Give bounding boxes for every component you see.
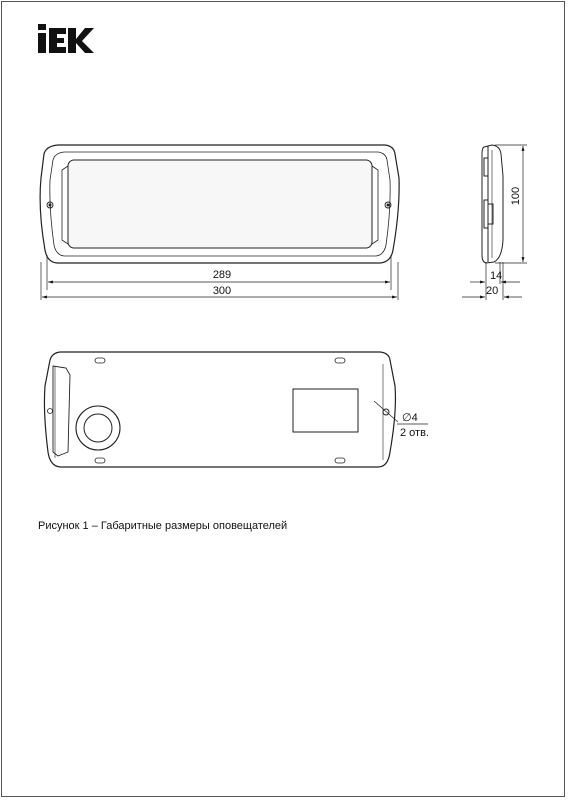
back-view [44, 352, 395, 467]
hole-leader [374, 401, 428, 424]
front-diffuser-panel [68, 160, 372, 248]
cable-entry-inner [84, 414, 112, 442]
back-label-plate [293, 389, 358, 432]
dim-label-14: 14 [490, 270, 503, 282]
side-view [482, 145, 503, 263]
dim-label-100: 100 [510, 186, 522, 206]
dim-label-hole-count: 2 отв. [400, 427, 429, 439]
dim-label-20: 20 [486, 285, 499, 297]
figure-caption: Рисунок 1 – Габаритные размеры оповещателей [38, 520, 288, 532]
dim-label-hole-diameter: ∅4 [402, 412, 418, 424]
dim-label-289: 289 [212, 269, 232, 281]
front-view [40, 145, 399, 263]
cable-entry-outer [76, 406, 120, 450]
back-latch [53, 366, 70, 456]
dim-label-300: 300 [212, 285, 232, 297]
